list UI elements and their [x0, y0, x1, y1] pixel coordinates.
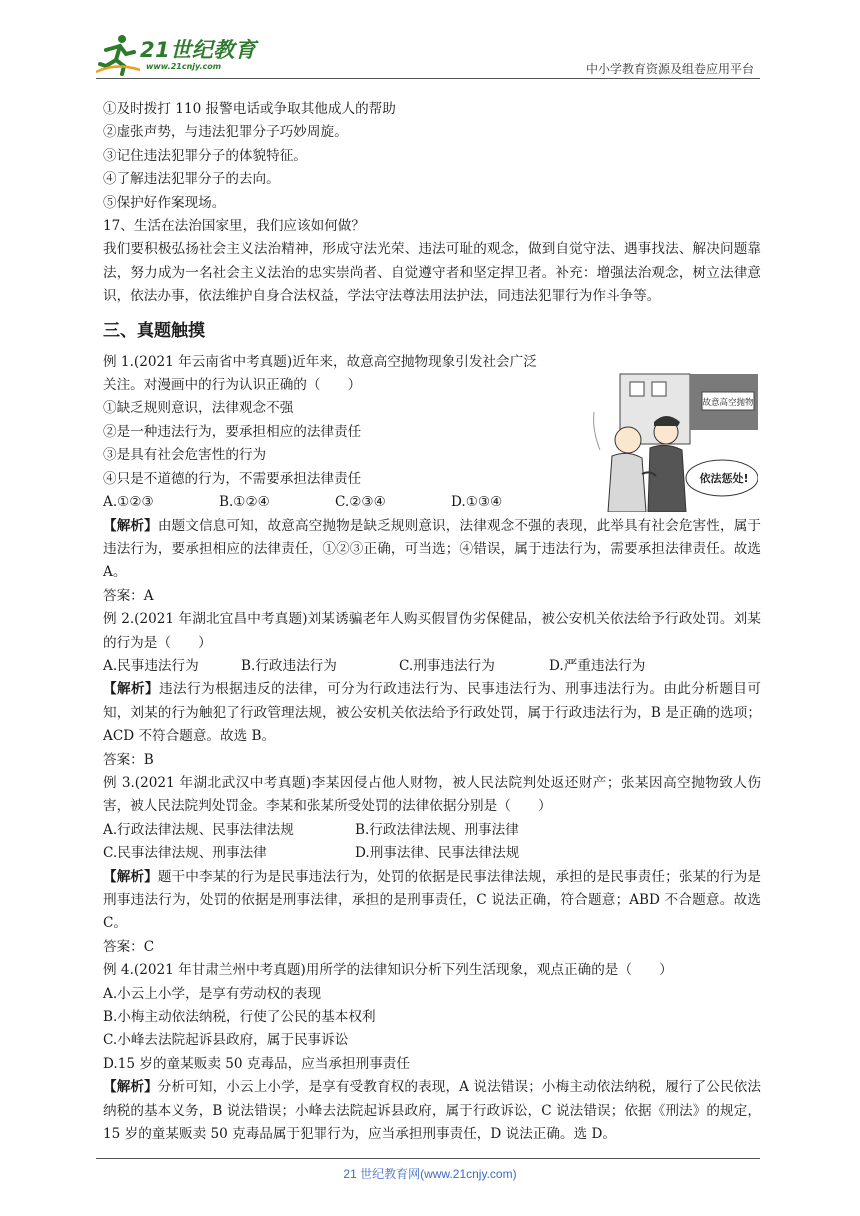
ex1-question-line1: 例 1.(2021 年云南省中考真题)近年来，故意高空抛物现象引发社会广泛 — [103, 353, 537, 370]
ex4-option-a: A.小云上小学，是享有劳动权的表现 — [103, 985, 322, 1002]
option-c: C.刑事违法行为 — [399, 657, 495, 674]
analysis-text: 题干中李某的行为是民事违法行为，处罚的依据是民事法律法规，承担的是民事责任；张某的行为是刑事违法行为，处罚的依据是刑事法律，承担的是刑事责任，C 说法正确，符合题意；ABD 不合题意。故选 C。 — [103, 868, 761, 932]
option-d: D.严重违法行为 — [549, 657, 646, 674]
ex2-answer: 答案：B — [103, 751, 154, 768]
logo-url: www.21cnjy.com — [146, 62, 222, 71]
page-footer: 21 世纪教育网(www.21cnjy.com) — [343, 1167, 517, 1181]
measure-2: ②虚张声势，与违法犯罪分子巧妙周旋。 — [103, 124, 348, 141]
ex1-analysis — [103, 515, 761, 585]
analysis-text: 由题文信息可知，故意高空抛物是缺乏规则意识，法律观念不强的表现，此举具有社会危害性，属于违法行为，要承担相应的法律责任，①②③正确，可当选；④错误，属于违法行为，需要承担法律责任。故选 A。 — [103, 517, 761, 581]
measure-4: ④了解违法犯罪分子的去向。 — [103, 171, 280, 188]
option-a: A.民事违法行为 — [103, 657, 199, 674]
option-d: D.刑事法律、民事法律法规 — [355, 845, 520, 862]
ex1-item-4: ④只是不道德的行为，不需要承担法律责任 — [103, 470, 362, 487]
measure-1: ①及时拨打 110 报警电话或争取其他成人的帮助 — [103, 101, 396, 117]
platform-title: 中小学教育资源及组卷应用平台 — [585, 62, 754, 76]
option-d: D.①③④ — [451, 494, 503, 511]
document-body — [103, 98, 761, 1146]
option-c: C.②③④ — [335, 494, 386, 511]
logo-text: 21世纪教育 — [140, 38, 257, 62]
ex3-question: 例 3.(2021 年湖北武汉中考真题)李某因侵占他人财物，被人民法院判处返还财产；张某因高空抛物致人伤害，被人民法院判处罚金。李某和张某所受处罚的法律依据分别是（ ） — [103, 774, 761, 815]
ex1-answer: 答案：A — [103, 587, 154, 604]
measure-3: ③记住违法犯罪分子的体貌特征。 — [103, 147, 307, 164]
ex4-question: 例 4.(2021 年甘肃兰州中考真题)用所学的法律知识分析下列生活现象，观点正确的是（ ） — [103, 962, 673, 979]
header-divider — [96, 78, 760, 79]
ex2-analysis — [103, 678, 761, 748]
ex4-option-b: B.小梅主动依法纳税，行使了公民的基本权利 — [103, 1009, 376, 1026]
ex3-options-row1 — [103, 819, 761, 842]
ex3-options-row2 — [103, 842, 761, 865]
comic-illustration — [590, 370, 758, 512]
option-a: A.行政法律法规、民事法律法规 — [103, 821, 294, 838]
analysis-tag: 【解析】 — [103, 868, 158, 885]
comic-sign-text: 故意高空抛物 — [702, 398, 754, 408]
option-c: C.民事法律法规、刑事法律 — [103, 845, 267, 862]
analysis-text: 分析可知，小云上小学，是享有受教育权的表现，A 说法错误；小梅主动依法纳税，履行了公民依法纳税的基本义务，B 说法错误；小峰去法院起诉县政府，属于行政诉讼，C 说法错误；依据《刑法》的规定，15 岁的童某贩卖 50 克毒品属于犯罪行为，应当承担刑事责任，D 说法正确。选 D。 — [103, 1079, 761, 1143]
ex4-analysis — [103, 1076, 761, 1146]
option-b: B.行政法律法规、刑事法律 — [355, 821, 519, 838]
page-header — [96, 28, 760, 78]
ex1-question-line2: 关注。对漫画中的行为认识正确的（ ） — [103, 377, 362, 394]
ex4-option-d: D.15 岁的童某贩卖 50 克毒品，应当承担刑事责任 — [103, 1055, 410, 1072]
option-b: B.行政违法行为 — [241, 657, 337, 674]
ex2-options — [103, 655, 761, 678]
ex1-item-1: ①缺乏规则意识，法律观念不强 — [103, 400, 294, 417]
option-b: B.①②④ — [219, 494, 270, 511]
analysis-text: 违法行为根据违反的法律，可分为行政违法行为、民事违法行为、刑事违法行为。由此分析题目可知，刘某的行为触犯了行政管理法规，被公安机关依法给予行政处罚，属于行政违法行为，B 是正确的选项；ACD 不符合题意。故选 B。 — [103, 681, 762, 745]
analysis-tag: 【解析】 — [103, 1079, 158, 1096]
analysis-tag: 【解析】 — [103, 681, 160, 698]
section-title: 三、真题触摸 — [103, 320, 205, 341]
ex3-analysis — [103, 866, 761, 936]
q17-question: 17、生活在法治国家里，我们应该如何做？ — [103, 218, 365, 235]
ex1-item-2: ②是一种违法行为，要承担相应的法律责任 — [103, 423, 362, 440]
q17-answer: 我们要积极弘扬社会主义法治精神，形成守法光荣、违法可耻的观念，做到自觉守法、遇事找法、解决问题靠法，努力成为一名社会主义法治的忠实崇尚者、自觉遵守者和坚定捍卫者。补充：增强法治观念，树立法律意识，依法办事，依法维护自身合法权益，学法守法尊法用法护法，同违法犯罪行为作斗争等。 — [103, 241, 761, 305]
comic-speech-text: 依法惩处! — [699, 472, 749, 485]
ex4-option-c: C.小峰去法院起诉县政府，属于民事诉讼 — [103, 1032, 349, 1049]
analysis-tag: 【解析】 — [103, 517, 158, 534]
ex2-question: 例 2.(2021 年湖北宜昌中考真题)刘某诱骗老年人购买假冒伪劣保健品，被公安机关依法给予行政处罚。刘某的行为是（ ） — [103, 611, 761, 651]
ex1-item-3: ③是具有社会危害性的行为 — [103, 447, 267, 464]
ex3-answer: 答案：C — [103, 938, 155, 955]
footer-divider — [96, 1158, 760, 1159]
runner-logo-icon — [96, 32, 140, 76]
measure-5: ⑤保护好作案现场。 — [103, 194, 226, 211]
option-a: A.①②③ — [103, 494, 154, 511]
logo — [96, 32, 266, 76]
